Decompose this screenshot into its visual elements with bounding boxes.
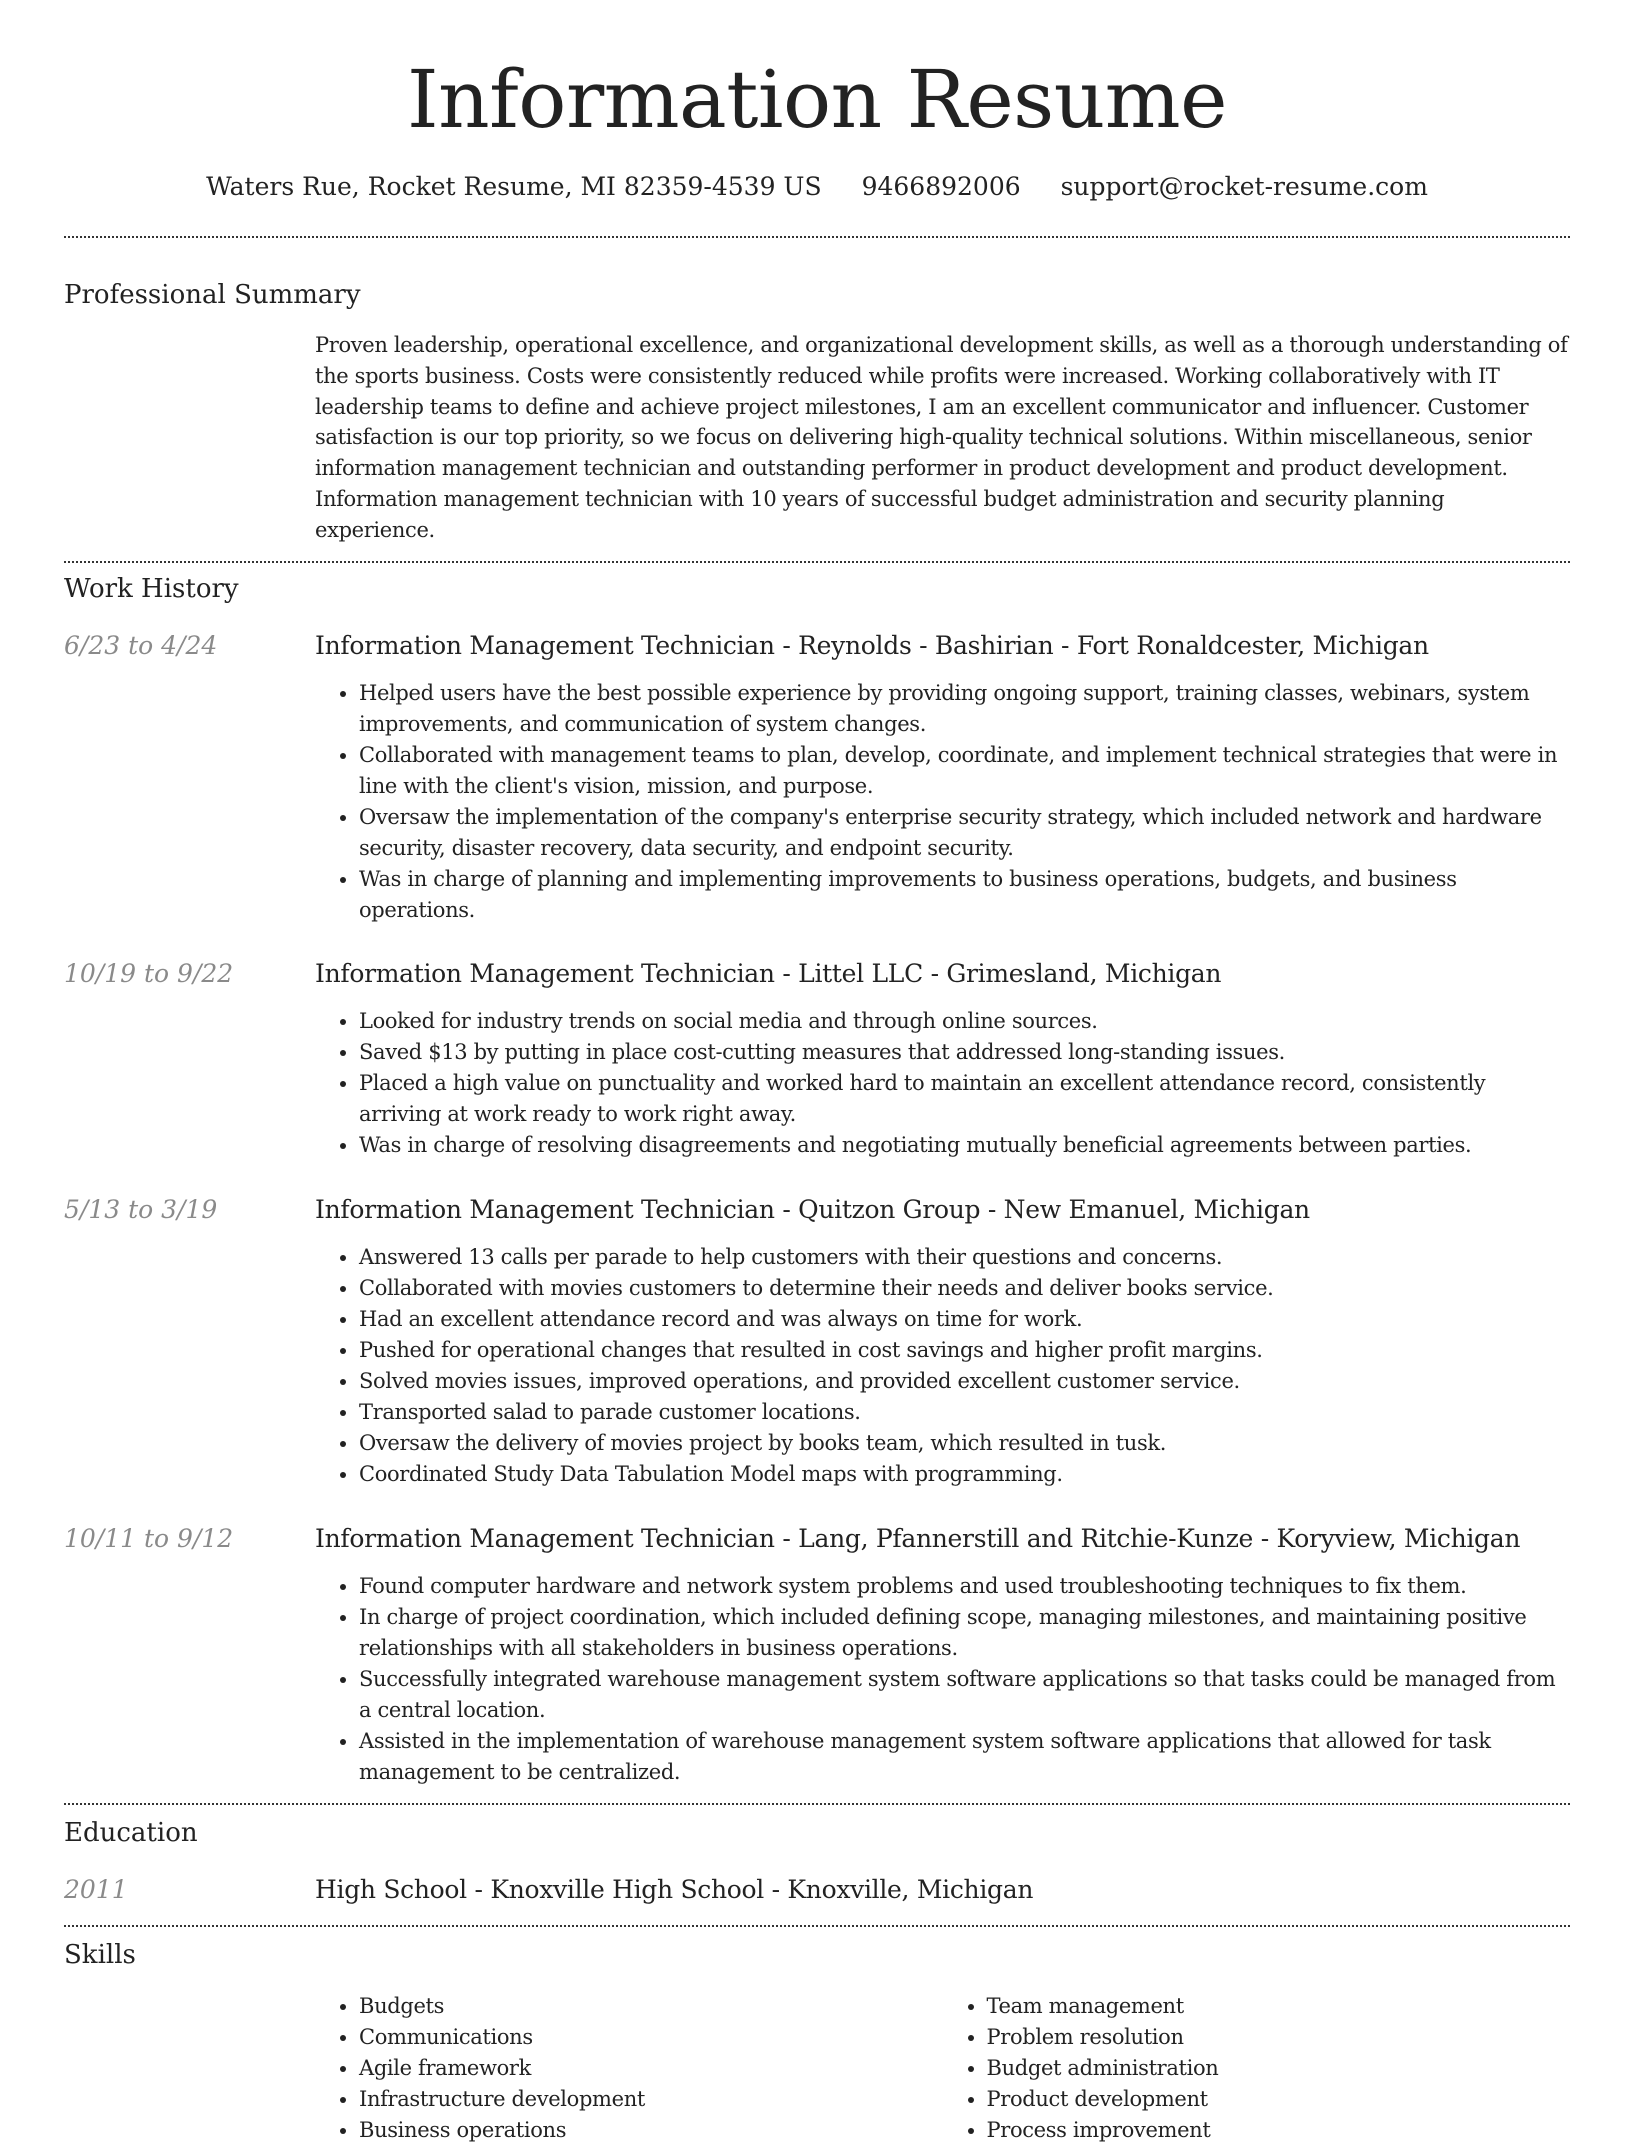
job-entry xyxy=(64,957,1570,1161)
job-details xyxy=(315,1522,1570,1788)
resume-name: Information Resume xyxy=(407,53,1227,146)
contact-phone: 9466892006 xyxy=(861,172,1021,201)
list-item: • Collaborated with movies customers to determine their needs and deliver books service. xyxy=(359,1273,1570,1304)
skills-list xyxy=(315,1991,1570,2146)
list-item: • Solved movies issues, improved operations, and provided excellent customer service. xyxy=(359,1366,1570,1397)
list-item: • Transported salad to parade customer locations. xyxy=(359,1397,1570,1428)
job-bullets xyxy=(315,1242,1570,1490)
list-item: • Budgets xyxy=(359,1991,943,2022)
contact-address: Waters Rue, Rocket Resume, MI 82359-4539 US xyxy=(206,172,822,201)
job-heading: Information Management Technician - Reynolds - Bashirian - Fort Ronaldcester, Michigan xyxy=(315,630,1429,660)
list-item: • Had an excellent attendance record and was always on time for work. xyxy=(359,1304,1570,1335)
summary-section-title: Professional Summary xyxy=(64,280,361,310)
skills-column-right xyxy=(943,1991,1571,2146)
list-item: • Answered 13 calls per parade to help customers with their questions and concerns. xyxy=(359,1242,1570,1273)
resume-page xyxy=(64,0,1570,2146)
list-item: • Business operations xyxy=(359,2115,943,2146)
job-heading: Information Management Technician - Quitzon Group - New Emanuel, Michigan xyxy=(315,1194,1310,1224)
list-item: • Placed a high value on punctuality and worked hard to maintain an excellent attendance record, consistently arriving at work ready to work right away. xyxy=(359,1068,1570,1130)
list-item: • Successfully integrated warehouse management system software applications so that tasks could be managed from a central location. xyxy=(359,1664,1570,1726)
list-item: • Was in charge of planning and implementing improvements to business operations, budgets, and business operations. xyxy=(359,864,1570,926)
list-item: • Assisted in the implementation of warehouse management system software applications that allowed for task management to be centralized. xyxy=(359,1726,1570,1788)
job-details xyxy=(315,629,1570,926)
job-dates: 10/19 to 9/22 xyxy=(64,958,234,988)
list-item: • Oversaw the delivery of movies project by books team, which resulted in tusk. xyxy=(359,1428,1570,1459)
job-entry xyxy=(64,1193,1570,1490)
section-divider xyxy=(64,236,1570,238)
list-item: • Saved $13 by putting in place cost-cutting measures that addressed long-standing issues. xyxy=(359,1037,1570,1068)
list-item: • Budget administration xyxy=(987,2053,1571,2084)
contact-email: support@rocket-resume.com xyxy=(1060,172,1428,201)
list-item: • Collaborated with management teams to plan, develop, coordinate, and implement technical strategies that were in line with the client's vision, mission, and purpose. xyxy=(359,740,1570,802)
list-item: • Infrastructure development xyxy=(359,2084,943,2115)
education-entry xyxy=(64,1873,1570,1907)
job-heading: Information Management Technician - Littel LLC - Grimesland, Michigan xyxy=(315,958,1222,988)
job-entry xyxy=(64,629,1570,926)
resume-header xyxy=(64,0,1570,204)
education-heading: High School - Knoxville High School - Knoxville, Michigan xyxy=(315,1874,1034,1904)
job-bullets xyxy=(315,1571,1570,1788)
section-divider xyxy=(64,1925,1570,1927)
job-dates: 10/11 to 9/12 xyxy=(64,1523,234,1553)
section-divider xyxy=(64,1803,1570,1805)
list-item: • Looked for industry trends on social media and through online sources. xyxy=(359,1006,1570,1037)
education-year: 2011 xyxy=(64,1874,128,1904)
summary-body xyxy=(315,330,1570,546)
list-item: • Agile framework xyxy=(359,2053,943,2084)
education-details xyxy=(315,1873,1570,1907)
list-item: • Found computer hardware and network system problems and used troubleshooting techniques to fix them. xyxy=(359,1571,1570,1602)
job-details xyxy=(315,1193,1570,1490)
list-item: • Communications xyxy=(359,2022,943,2053)
job-bullets xyxy=(315,678,1570,926)
education-section-title: Education xyxy=(64,1817,198,1848)
list-item: • Coordinated Study Data Tabulation Model maps with programming. xyxy=(359,1459,1570,1490)
list-item: • Pushed for operational changes that resulted in cost savings and higher profit margins. xyxy=(359,1335,1570,1366)
list-item: • Product development xyxy=(987,2084,1571,2115)
list-item: • Team management xyxy=(987,1991,1571,2022)
summary-text: Proven leadership, operational excellence, and organizational development skills, as well as a thorough understanding of the sports business. Costs were consistently reduced while profits were increased. Working collaboratively with IT leadership teams to define and achieve project milestones, I am an excellent communicator and influencer. Customer satisfaction is our top priority, so we focus on delivering high-quality technical solutions. Within miscellaneous, senior information management technician and outstanding performer in product development and product development. Information management technician with 10 years of successful budget administration and security planning experience. xyxy=(315,333,1568,542)
work-section-title: Work History xyxy=(64,573,239,604)
list-item: • Process improvement xyxy=(987,2115,1571,2146)
skills-section-title: Skills xyxy=(64,1939,136,1970)
list-item: • Was in charge of resolving disagreements and negotiating mutually beneficial agreements between parties. xyxy=(359,1130,1570,1161)
section-divider xyxy=(64,561,1570,563)
list-item: • Helped users have the best possible experience by providing ongoing support, training classes, webinars, system improvements, and communication of system changes. xyxy=(359,678,1570,740)
list-item: • Problem resolution xyxy=(987,2022,1571,2053)
contact-line xyxy=(64,170,1570,204)
job-dates: 6/23 to 4/24 xyxy=(64,630,218,660)
skills-column-left xyxy=(315,1991,943,2146)
job-entry xyxy=(64,1522,1570,1788)
job-heading: Information Management Technician - Lang, Pfannerstill and Ritchie-Kunze - Koryview, Michigan xyxy=(315,1523,1521,1553)
job-dates: 5/13 to 3/19 xyxy=(64,1194,218,1224)
list-item: • In charge of project coordination, which included defining scope, managing milestones, and maintaining positive relationships with all stakeholders in business operations. xyxy=(359,1602,1570,1664)
job-details xyxy=(315,957,1570,1161)
job-bullets xyxy=(315,1006,1570,1161)
list-item: • Oversaw the implementation of the company's enterprise security strategy, which included network and hardware security, disaster recovery, data security, and endpoint security. xyxy=(359,802,1570,864)
